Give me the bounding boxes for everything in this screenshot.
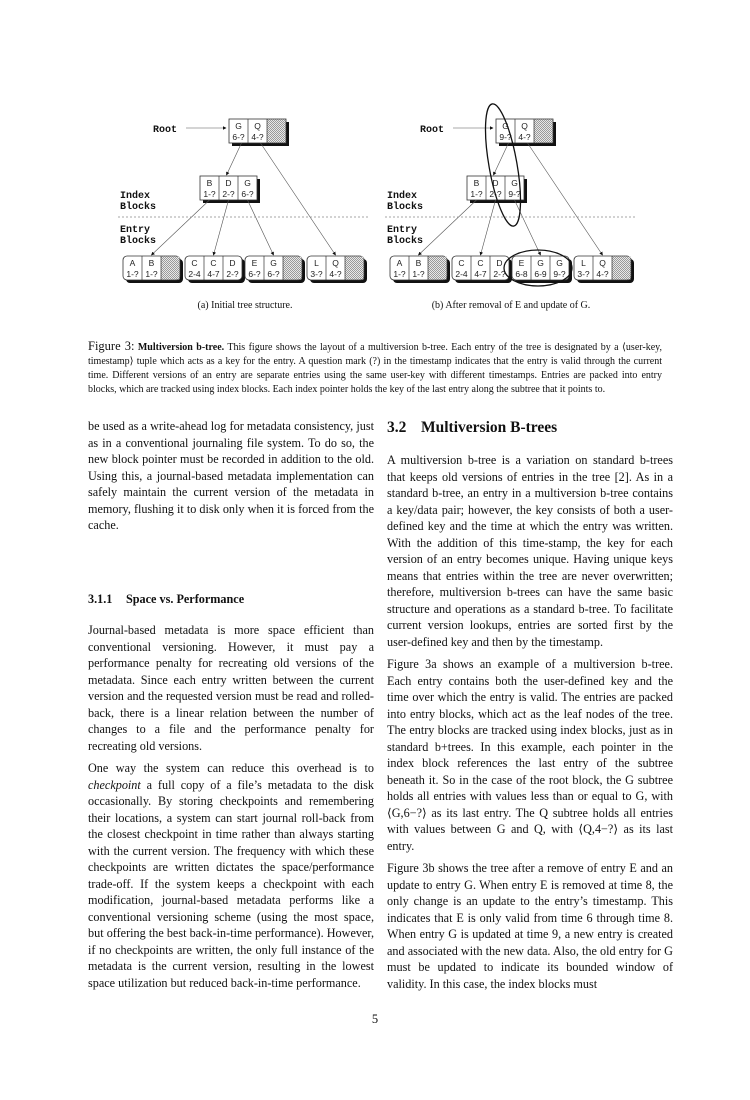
entry-block xyxy=(307,256,367,283)
left-column xyxy=(88,418,374,540)
pointer-arrow xyxy=(227,143,242,175)
pointer-arrow xyxy=(515,200,541,255)
subfigure-b-caption: (b) After removal of E and update of G. xyxy=(431,300,591,311)
entry-timestamp: 3-? xyxy=(577,269,590,279)
pointer-arrow xyxy=(261,143,336,255)
paragraph: A multiversion b-tree is a variation on standard b-trees that keeps old versions of entries in the tree [2]. As in a standard b-tree, an entry in a multiversion b-tree contains a key/data pair; however, the key consists of both a user-defined key and the time at which the entry was written. With the addition of this time-stamp, the key for each version of an entry becomes unique. Having unique keys means that entries within the tree are never overwritten; therefore, multiversion b-trees can have the same basic structure and operations as a standard b-tree. To facilitate current version lookups, entries are sorted first by the user-defined key and then by the timestamp. xyxy=(387,453,673,649)
entry-key: Q xyxy=(599,258,606,268)
entry-key: G xyxy=(511,178,518,188)
subfigure-b xyxy=(387,119,634,283)
entry-timestamp: 2-? xyxy=(489,189,502,199)
pointer-arrow xyxy=(494,143,509,175)
entry-timestamp: 6-? xyxy=(248,269,261,279)
entry-timestamp: 6-8 xyxy=(515,269,528,279)
entry-timestamp: 6-? xyxy=(232,132,245,142)
entry-key: B xyxy=(415,258,422,268)
pointer-arrow xyxy=(248,200,274,255)
subfigure-a-caption: (a) Initial tree structure. xyxy=(197,300,293,311)
entry-key: Q xyxy=(332,258,339,268)
subsection-heading xyxy=(88,592,244,607)
entry-blocks-label: Blocks xyxy=(120,236,157,247)
paragraph: be used as a write-ahead log for metadata consistency, just as in a conventional journaling file system. To do so, the new block pointer must be recorded in addition to the old. Using this, a journal-based metadata implementation can safely maintain the current version of the metadata in memory, flushing it to disk only when it is forced from the cache. xyxy=(88,419,374,532)
entry-key: B xyxy=(206,178,213,188)
entry-key: C xyxy=(210,258,217,268)
entry-timestamp: 2-4 xyxy=(455,269,468,279)
entry-blocks-label: Blocks xyxy=(387,236,424,247)
index-blocks-label: Blocks xyxy=(387,202,424,213)
index-blocks-label: Index xyxy=(387,191,418,202)
paragraph: One way the system can reduce this overhead is to checkpoint a full copy of a file’s metadata to the disk occasionally. By storing checkpoints and remembering their locations, a system can start journal roll-back from the closest checkpoint in time rather than always starting with the current version. The frequency with which these checkpoints are written dictates the space/performance trade-off. If the system keeps a checkpoint with each modification, journal-based metadata performs like a conventional versioning scheme (using the most space, but offering the best back-in-time performance). However, if no checkpoints are written, the only full instance of the metadata is the current version, resulting in the lowest space utilization but reduced back-in-time performance. xyxy=(88,761,374,990)
entry-timestamp: 4-? xyxy=(329,269,342,279)
entry-block xyxy=(390,256,450,283)
root-label: Root xyxy=(153,125,178,136)
paragraph: Journal-based metadata is more space efficient than conventional versioning. However, it must pay a performance penalty for recreating old versions of the metadata. Since each entry written between the current version and the requested version must be read and rolled-back, there is a linear relation between the number of changes to a file and the performance penalty for recreating old versions. xyxy=(88,623,374,753)
entry-key: G xyxy=(556,258,563,268)
entry-timestamp: 6-9 xyxy=(534,269,547,279)
subsection-number: 3.1.1 xyxy=(88,592,113,606)
entry-key: A xyxy=(396,258,403,268)
entry-timestamp: 1-? xyxy=(145,269,158,279)
figure-title: Multiversion b-tree. xyxy=(137,342,225,353)
entry-key: G xyxy=(244,178,251,188)
entry-timestamp: 9-? xyxy=(508,189,521,199)
index-blocks-label: Index xyxy=(120,191,151,202)
entry-key: E xyxy=(251,258,258,268)
entry-blocks-label: Entry xyxy=(120,225,151,236)
entry-block xyxy=(123,256,183,283)
entry-key: C xyxy=(191,258,198,268)
btree-figure xyxy=(0,0,750,320)
entry-key: C xyxy=(477,258,484,268)
entry-timestamp: 3-? xyxy=(310,269,323,279)
entry-key: B xyxy=(473,178,480,188)
paragraph: Figure 3b shows the tree after a remove of entry E and an update to entry G. When entry E is removed at time 8, the only change is an update to the entry’s timestamp. This indicates that E is only valid from time 6 through time 8. When entry G is updated at time 9, a new entry is created and associated with the new data. Also, the old entry for G must be updated to indicate its bounded window of validity. In this case, the index blocks must xyxy=(387,861,673,991)
pointer-arrow xyxy=(481,200,496,255)
entry-key: B xyxy=(148,258,155,268)
index-blocks-label: Blocks xyxy=(120,202,157,213)
left-column-lower xyxy=(88,622,374,997)
section-title: Multiversion B-trees xyxy=(421,419,558,436)
paragraph: Figure 3a shows an example of a multiversion b-tree. Each entry contains both the user-defined key and the time over which the entry is valid. The entries are packed into entry blocks, which act as the leaf nodes of the tree. The entry blocks are tracked using index blocks, just as in standard b+trees. In this example, each pointer in the index block references the last entry of the subtree beneath it. So in the case of the root block, the G subtree holds all entries with values less than or equal to G, with ⟨G,6−?⟩ as its last entry. The Q subtree holds all entries with values between G and Q, with ⟨Q,4−?⟩ as its last entry. xyxy=(387,657,673,853)
entry-timestamp: 9-? xyxy=(499,132,512,142)
entry-timestamp: 4-7 xyxy=(474,269,487,279)
entry-timestamp: 4-? xyxy=(518,132,531,142)
entry-block xyxy=(574,256,634,283)
entry-timestamp: 9-? xyxy=(553,269,566,279)
entry-key: G xyxy=(235,121,242,131)
entry-timestamp: 6-? xyxy=(241,189,254,199)
root-label: Root xyxy=(420,125,445,136)
subfigure-a xyxy=(120,119,367,283)
entry-key: L xyxy=(314,258,319,268)
entry-key: E xyxy=(518,258,525,268)
index-block xyxy=(200,176,260,203)
entry-timestamp: 1-? xyxy=(412,269,425,279)
entry-key: Q xyxy=(254,121,261,131)
entry-block xyxy=(452,256,512,283)
entry-timestamp: 4-7 xyxy=(207,269,220,279)
entry-block xyxy=(512,256,572,283)
figure-caption xyxy=(88,339,662,397)
right-column xyxy=(387,418,673,998)
entry-key: G xyxy=(537,258,544,268)
section-number: 3.2 xyxy=(387,419,407,436)
entry-timestamp: 1-? xyxy=(203,189,216,199)
emphasis: checkpoint xyxy=(88,777,141,792)
root-block xyxy=(496,119,556,146)
entry-timestamp: 1-? xyxy=(126,269,139,279)
entry-key: D xyxy=(229,258,236,268)
entry-timestamp: 6-? xyxy=(267,269,280,279)
pointer-arrow xyxy=(419,200,477,255)
root-block xyxy=(229,119,289,146)
entry-key: Q xyxy=(521,121,528,131)
page-number: 5 xyxy=(371,1012,379,1026)
entry-block xyxy=(185,256,245,283)
entry-timestamp: 2-4 xyxy=(188,269,201,279)
entry-key: D xyxy=(225,178,232,188)
figure-3 xyxy=(0,0,750,320)
entry-key: L xyxy=(581,258,586,268)
entry-key: A xyxy=(129,258,136,268)
pointer-arrow xyxy=(152,200,210,255)
figure-label: Figure 3: xyxy=(88,339,135,353)
entry-timestamp: 4-? xyxy=(251,132,264,142)
figure-caption-text: This figure shows the layout of a multiversion b-tree. Each entry of the tree is designated by a ⟨user-key, timestamp⟩ tuple which acts as a key for the entry. A question mark (?) in the timestamp indicates that the entry is valid through the current time. Different versions of an entry are separate entries using the same user-key with different timestamps. Entries are packed into entry blocks, which are tracked using index blocks. Each index pointer holds the key of the last entry along the subtree that it points to. xyxy=(88,342,663,395)
entry-key: G xyxy=(502,121,509,131)
entry-key: G xyxy=(270,258,277,268)
entry-timestamp: 1-? xyxy=(393,269,406,279)
entry-key: C xyxy=(458,258,465,268)
subsection-title: Space vs. Performance xyxy=(126,592,245,606)
pointer-arrow xyxy=(528,143,603,255)
entry-block xyxy=(245,256,305,283)
entry-blocks-label: Entry xyxy=(387,225,418,236)
pointer-arrow xyxy=(214,200,229,255)
entry-key: D xyxy=(496,258,503,268)
entry-timestamp: 1-? xyxy=(470,189,483,199)
entry-timestamp: 4-? xyxy=(596,269,609,279)
entry-key: D xyxy=(492,178,499,188)
entry-timestamp: 2-? xyxy=(226,269,239,279)
entry-timestamp: 2-? xyxy=(493,269,506,279)
entry-timestamp: 2-? xyxy=(222,189,235,199)
section-heading xyxy=(387,418,673,438)
